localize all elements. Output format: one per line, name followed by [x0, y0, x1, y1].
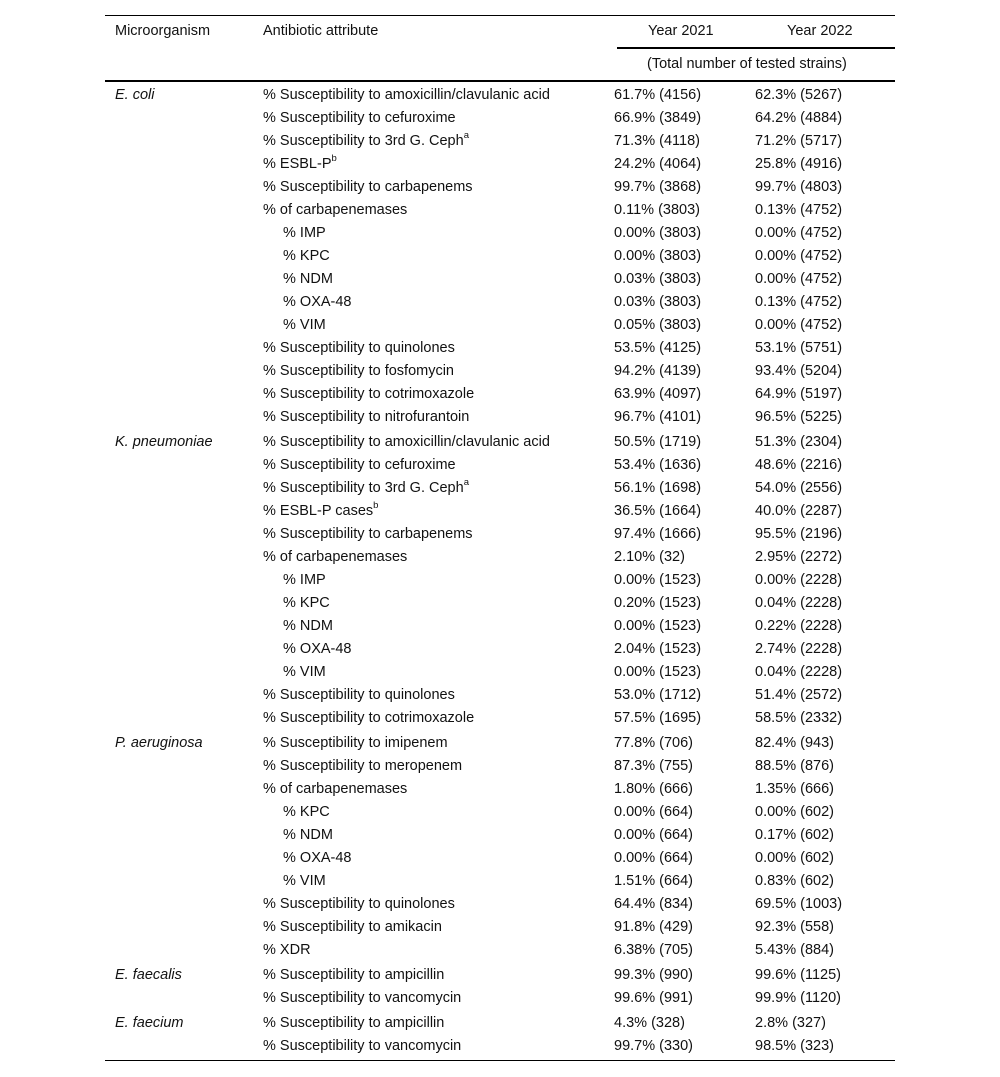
attribute-cell: [263, 361, 454, 381]
value-2022: 0.00% (4752): [755, 225, 843, 241]
attribute-label: % NDM: [283, 827, 333, 843]
attribute-label: % IMP: [283, 225, 326, 241]
value-2022: 1.35% (666): [755, 781, 834, 797]
table-row: [105, 570, 895, 593]
attribute-label: % Susceptibility to quinolones: [263, 340, 455, 356]
attribute-label: % Susceptibility to carbapenems: [263, 179, 473, 195]
attribute-cell: [263, 756, 462, 776]
value-2022: 58.5% (2332): [755, 710, 843, 726]
attribute-cell: [263, 384, 474, 404]
value-2021: 0.00% (664): [614, 850, 693, 866]
table-row: [105, 940, 895, 963]
table-row: [105, 662, 895, 685]
value-2021: 77.8% (706): [614, 735, 693, 751]
value-2022: 99.7% (4803): [755, 179, 843, 195]
table-row: [105, 1013, 895, 1036]
table-row: [105, 639, 895, 662]
table-row: [105, 917, 895, 940]
value-2022: 5.43% (884): [755, 942, 834, 958]
value-2021: 91.8% (429): [614, 919, 693, 935]
value-2021: 96.7% (4101): [614, 409, 702, 425]
footnote-marker: a: [463, 477, 469, 489]
table-row: [105, 524, 895, 547]
table-row: [105, 501, 895, 524]
value-2021: 0.00% (664): [614, 804, 693, 820]
attribute-cell: [283, 639, 352, 659]
value-2022: 0.04% (2228): [755, 664, 843, 680]
table-row: [105, 802, 895, 825]
value-2022: 0.13% (4752): [755, 202, 843, 218]
table-row: [105, 965, 895, 988]
header-span-rule: [617, 47, 895, 49]
value-2022: 2.8% (327): [755, 1015, 826, 1031]
table-row: [105, 154, 895, 177]
value-2021: 0.05% (3803): [614, 317, 702, 333]
value-2022: 64.9% (5197): [755, 386, 843, 402]
attribute-label: % Susceptibility to nitrofurantoin: [263, 409, 470, 425]
attribute-cell: [263, 547, 407, 567]
value-2021: 53.0% (1712): [614, 687, 702, 703]
attribute-cell: [283, 871, 326, 891]
attribute-label: % Susceptibility to cefuroxime: [263, 457, 456, 473]
attribute-cell: [263, 894, 455, 914]
footnote-marker: a: [463, 130, 469, 142]
attribute-label: % VIM: [283, 873, 326, 889]
attribute-label: % Susceptibility to vancomycin: [263, 990, 462, 1006]
footnote-marker: b: [331, 153, 337, 165]
value-2022: 62.3% (5267): [755, 87, 843, 103]
table-row: [105, 593, 895, 616]
attribute-label: % of carbapenemases: [263, 781, 408, 797]
table-row: [105, 177, 895, 200]
value-2021: 4.3% (328): [614, 1015, 685, 1031]
attribute-cell: [263, 1036, 461, 1056]
value-2022: 99.6% (1125): [755, 967, 841, 983]
attribute-label: % Susceptibility to vancomycin: [263, 1038, 462, 1054]
header-microorganism: Microorganism: [115, 23, 211, 39]
table-row: [105, 131, 895, 154]
attribute-cell: [263, 478, 469, 498]
value-2022: 40.0% (2287): [755, 503, 843, 519]
attribute-cell: [263, 338, 455, 358]
value-2022: 0.00% (4752): [755, 317, 843, 333]
value-2022: 0.00% (602): [755, 804, 834, 820]
table-row: [105, 825, 895, 848]
header-attribute: Antibiotic attribute: [263, 23, 379, 39]
value-2021: 71.3% (4118): [614, 133, 700, 149]
header-year-2021: Year 2021: [648, 23, 714, 39]
value-2022: 0.00% (602): [755, 850, 834, 866]
value-2021: 50.5% (1719): [614, 434, 702, 450]
value-2021: 99.7% (3868): [614, 179, 702, 195]
table-row: [105, 894, 895, 917]
value-2021: 64.4% (834): [614, 896, 693, 912]
attribute-cell: [283, 315, 326, 335]
attribute-cell: [283, 593, 330, 613]
value-2021: 24.2% (4064): [614, 156, 702, 172]
header-year-2022: Year 2022: [787, 23, 853, 39]
table-row: [105, 756, 895, 779]
organism-name: E. coli: [115, 87, 155, 103]
value-2021: 99.7% (330): [614, 1038, 693, 1054]
attribute-cell: [263, 108, 456, 128]
attribute-label: % KPC: [283, 595, 330, 611]
attribute-cell: [283, 570, 326, 590]
value-2021: 0.00% (3803): [614, 225, 702, 241]
bottom-rule: [105, 1060, 895, 1061]
value-2022: 48.6% (2216): [755, 457, 843, 473]
attribute-cell: [263, 965, 444, 985]
attribute-cell: [283, 662, 326, 682]
table-row: [105, 361, 895, 384]
attribute-label: % IMP: [283, 572, 326, 588]
value-2021: 1.80% (666): [614, 781, 693, 797]
value-2022: 51.4% (2572): [755, 687, 843, 703]
attribute-cell: [263, 407, 469, 427]
attribute-cell: [283, 269, 333, 289]
attribute-cell: [263, 685, 455, 705]
attribute-cell: [283, 292, 352, 312]
value-2022: 25.8% (4916): [755, 156, 843, 172]
attribute-label: % VIM: [283, 317, 326, 333]
value-2022: 0.00% (4752): [755, 271, 843, 287]
attribute-label: % OXA-48: [283, 641, 352, 657]
attribute-label: % Susceptibility to amoxicillin/clavulanic acid: [263, 434, 550, 450]
value-2021: 2.04% (1523): [614, 641, 702, 657]
value-2022: 0.04% (2228): [755, 595, 843, 611]
value-2022: 99.9% (1120): [755, 990, 841, 1006]
value-2021: 61.7% (4156): [614, 87, 702, 103]
attribute-cell: [283, 616, 333, 636]
attribute-label: % OXA-48: [283, 850, 352, 866]
table-row: [105, 988, 895, 1011]
attribute-cell: [263, 177, 473, 197]
attribute-label: % Susceptibility to 3rd G. Ceph: [263, 133, 464, 149]
attribute-label: % Susceptibility to cefuroxime: [263, 110, 456, 126]
value-2021: 1.51% (664): [614, 873, 693, 889]
attribute-label: % XDR: [263, 942, 311, 958]
attribute-label: % Susceptibility to fosfomycin: [263, 363, 454, 379]
top-rule: [105, 15, 895, 16]
value-2022: 0.22% (2228): [755, 618, 843, 634]
attribute-cell: [283, 825, 333, 845]
value-2021: 0.11% (3803): [614, 202, 700, 218]
attribute-label: % OXA-48: [283, 294, 352, 310]
attribute-cell: [263, 154, 337, 174]
attribute-cell: [283, 802, 330, 822]
attribute-cell: [263, 733, 448, 753]
attribute-label: % Susceptibility to ampicillin: [263, 967, 445, 983]
value-2022: 92.3% (558): [755, 919, 834, 935]
attribute-label: % of carbapenemases: [263, 202, 408, 218]
table-row: [105, 432, 895, 455]
attribute-cell: [263, 524, 473, 544]
table-row: [105, 547, 895, 570]
value-2021: 87.3% (755): [614, 758, 693, 774]
attribute-cell: [263, 917, 442, 937]
attribute-cell: [263, 455, 456, 475]
attribute-cell: [263, 131, 469, 151]
value-2022: 95.5% (2196): [755, 526, 843, 542]
value-2022: 96.5% (5225): [755, 409, 843, 425]
table-row: [105, 384, 895, 407]
table-row: [105, 733, 895, 756]
value-2022: 69.5% (1003): [755, 896, 843, 912]
table-row: [105, 85, 895, 108]
table-row: [105, 1036, 895, 1059]
attribute-cell: [283, 848, 352, 868]
value-2022: 51.3% (2304): [755, 434, 843, 450]
attribute-label: % ESBL-P cases: [263, 503, 374, 519]
attribute-label: % KPC: [283, 804, 330, 820]
attribute-label: % KPC: [283, 248, 330, 264]
table-row: [105, 871, 895, 894]
value-2021: 0.00% (664): [614, 827, 693, 843]
value-2022: 88.5% (876): [755, 758, 834, 774]
table-row: [105, 246, 895, 269]
attribute-label: % of carbapenemases: [263, 549, 408, 565]
attribute-label: % Susceptibility to cotrimoxazole: [263, 386, 475, 402]
attribute-cell: [263, 85, 550, 105]
table-row: [105, 407, 895, 430]
value-2021: 36.5% (1664): [614, 503, 702, 519]
organism-name: P. aeruginosa: [115, 735, 203, 751]
table-row: [105, 478, 895, 501]
attribute-cell: [263, 1013, 444, 1033]
value-2022: 54.0% (2556): [755, 480, 843, 496]
table-row: [105, 292, 895, 315]
value-2022: 98.5% (323): [755, 1038, 834, 1054]
attribute-label: % Susceptibility to 3rd G. Ceph: [263, 480, 464, 496]
value-2022: 0.00% (2228): [755, 572, 843, 588]
value-2022: 93.4% (5204): [755, 363, 843, 379]
attribute-label: % Susceptibility to cotrimoxazole: [263, 710, 475, 726]
value-2021: 53.5% (4125): [614, 340, 702, 356]
table-row: [105, 223, 895, 246]
header-subheader: (Total number of tested strains): [647, 56, 847, 72]
attribute-cell: [263, 988, 461, 1008]
table-row: [105, 685, 895, 708]
value-2022: 82.4% (943): [755, 735, 834, 751]
organism-name: E. faecalis: [115, 967, 182, 983]
attribute-label: % Susceptibility to amoxicillin/clavulanic acid: [263, 87, 550, 103]
attribute-label: % Susceptibility to imipenem: [263, 735, 448, 751]
value-2022: 64.2% (4884): [755, 110, 843, 126]
value-2021: 0.20% (1523): [614, 595, 702, 611]
attribute-cell: [263, 501, 378, 521]
attribute-label: % NDM: [283, 618, 333, 634]
attribute-cell: [263, 200, 407, 220]
value-2021: 0.00% (1523): [614, 618, 702, 634]
attribute-label: % Susceptibility to carbapenems: [263, 526, 473, 542]
attribute-label: % Susceptibility to quinolones: [263, 687, 455, 703]
organism-name: E. faecium: [115, 1015, 184, 1031]
value-2021: 53.4% (1636): [614, 457, 702, 473]
table-row: [105, 315, 895, 338]
value-2021: 0.00% (1523): [614, 664, 702, 680]
attribute-cell: [263, 940, 311, 960]
value-2021: 57.5% (1695): [614, 710, 702, 726]
attribute-cell: [283, 223, 326, 243]
header-rule: [105, 80, 895, 82]
table-row: [105, 708, 895, 731]
table-row: [105, 779, 895, 802]
value-2022: 71.2% (5717): [755, 133, 843, 149]
value-2022: 0.83% (602): [755, 873, 834, 889]
value-2022: 53.1% (5751): [755, 340, 843, 356]
organism-name: K. pneumoniae: [115, 434, 213, 450]
value-2021: 0.03% (3803): [614, 294, 702, 310]
attribute-cell: [263, 779, 407, 799]
value-2022: 0.17% (602): [755, 827, 834, 843]
table-row: [105, 848, 895, 871]
value-2022: 0.13% (4752): [755, 294, 843, 310]
attribute-label: % Susceptibility to quinolones: [263, 896, 455, 912]
value-2021: 0.00% (3803): [614, 248, 702, 264]
footnote-marker: b: [373, 500, 379, 512]
value-2022: 0.00% (4752): [755, 248, 843, 264]
attribute-label: % Susceptibility to amikacin: [263, 919, 442, 935]
table-row: [105, 455, 895, 478]
table-row: [105, 338, 895, 361]
value-2022: 2.95% (2272): [755, 549, 843, 565]
value-2021: 0.00% (1523): [614, 572, 702, 588]
table-row: [105, 269, 895, 292]
value-2021: 94.2% (4139): [614, 363, 702, 379]
attribute-label: % NDM: [283, 271, 333, 287]
value-2021: 0.03% (3803): [614, 271, 702, 287]
attribute-label: % Susceptibility to meropenem: [263, 758, 463, 774]
value-2021: 56.1% (1698): [614, 480, 702, 496]
attribute-cell: [283, 246, 330, 266]
value-2022: 2.74% (2228): [755, 641, 843, 657]
attribute-cell: [263, 432, 550, 452]
table-row: [105, 108, 895, 131]
attribute-label: % ESBL-P: [263, 156, 332, 172]
table-row: [105, 200, 895, 223]
value-2021: 63.9% (4097): [614, 386, 702, 402]
value-2021: 97.4% (1666): [614, 526, 702, 542]
value-2021: 99.3% (990): [614, 967, 693, 983]
value-2021: 6.38% (705): [614, 942, 693, 958]
table-row: [105, 616, 895, 639]
attribute-label: % VIM: [283, 664, 326, 680]
attribute-cell: [263, 708, 474, 728]
value-2021: 2.10% (32): [614, 549, 685, 565]
value-2021: 66.9% (3849): [614, 110, 702, 126]
value-2021: 99.6% (991): [614, 990, 693, 1006]
attribute-label: % Susceptibility to ampicillin: [263, 1015, 445, 1031]
